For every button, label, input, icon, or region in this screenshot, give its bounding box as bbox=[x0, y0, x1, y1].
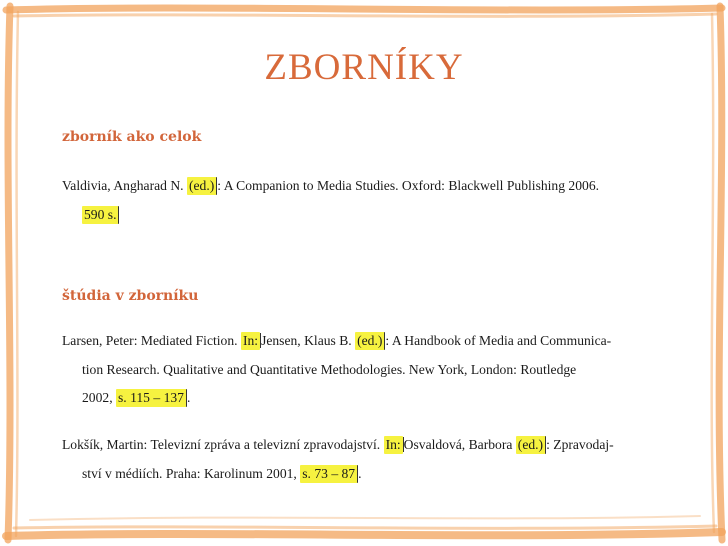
highlight-pages: s. 115 – 137 bbox=[116, 389, 187, 407]
section-heading-whole-proceedings: zborník ako celok bbox=[62, 129, 202, 145]
highlight-pages: s. 73 – 87 bbox=[300, 465, 358, 483]
citation-publisher: ství v médiích. Praha: Karolinum 2001, bbox=[82, 466, 297, 481]
citation-line bbox=[62, 333, 611, 349]
highlight-in: In: bbox=[242, 333, 259, 348]
citation-line bbox=[62, 437, 614, 453]
highlight-pages: 590 s. bbox=[82, 206, 119, 224]
highlight-ed: (ed.) bbox=[355, 332, 385, 350]
citation-author: Valdivia, Angharad N. bbox=[62, 178, 184, 193]
citation-line bbox=[82, 207, 119, 223]
citation-author: Lokšík, Martin: Televizní zpráva a televizní zpravodajství. bbox=[62, 437, 381, 452]
citation-editor: Osvaldová, Barbora bbox=[403, 437, 513, 452]
citation-line bbox=[82, 466, 362, 482]
highlight-ed: (ed.) bbox=[187, 177, 217, 195]
citation-line bbox=[82, 390, 190, 406]
highlight-in: In: bbox=[385, 437, 401, 452]
citation-year: 2002, bbox=[82, 390, 113, 405]
citation-line bbox=[62, 178, 599, 194]
citation-title: : A Companion to Media Studies. Oxford: Blackwell Publishing 2006. bbox=[217, 178, 600, 193]
citation-title: : Zpravodaj- bbox=[546, 437, 614, 452]
page-title: ZBORNÍKY bbox=[264, 47, 464, 88]
citation-author: Larsen, Peter: Mediated Fiction. bbox=[62, 333, 238, 348]
section-heading-study-in-proceedings: štúdia v zborníku bbox=[62, 288, 199, 304]
citation-editor: Jensen, Klaus B. bbox=[261, 333, 352, 348]
citation-period: . bbox=[358, 466, 362, 481]
citation-title: : A Handbook of Media and Communica- bbox=[385, 333, 612, 348]
highlight-ed: (ed.) bbox=[516, 436, 546, 454]
citation-period: . bbox=[186, 390, 191, 405]
citation-line: tion Research. Qualitative and Quantitative Methodologies. New York, London: Routledge bbox=[82, 362, 577, 377]
